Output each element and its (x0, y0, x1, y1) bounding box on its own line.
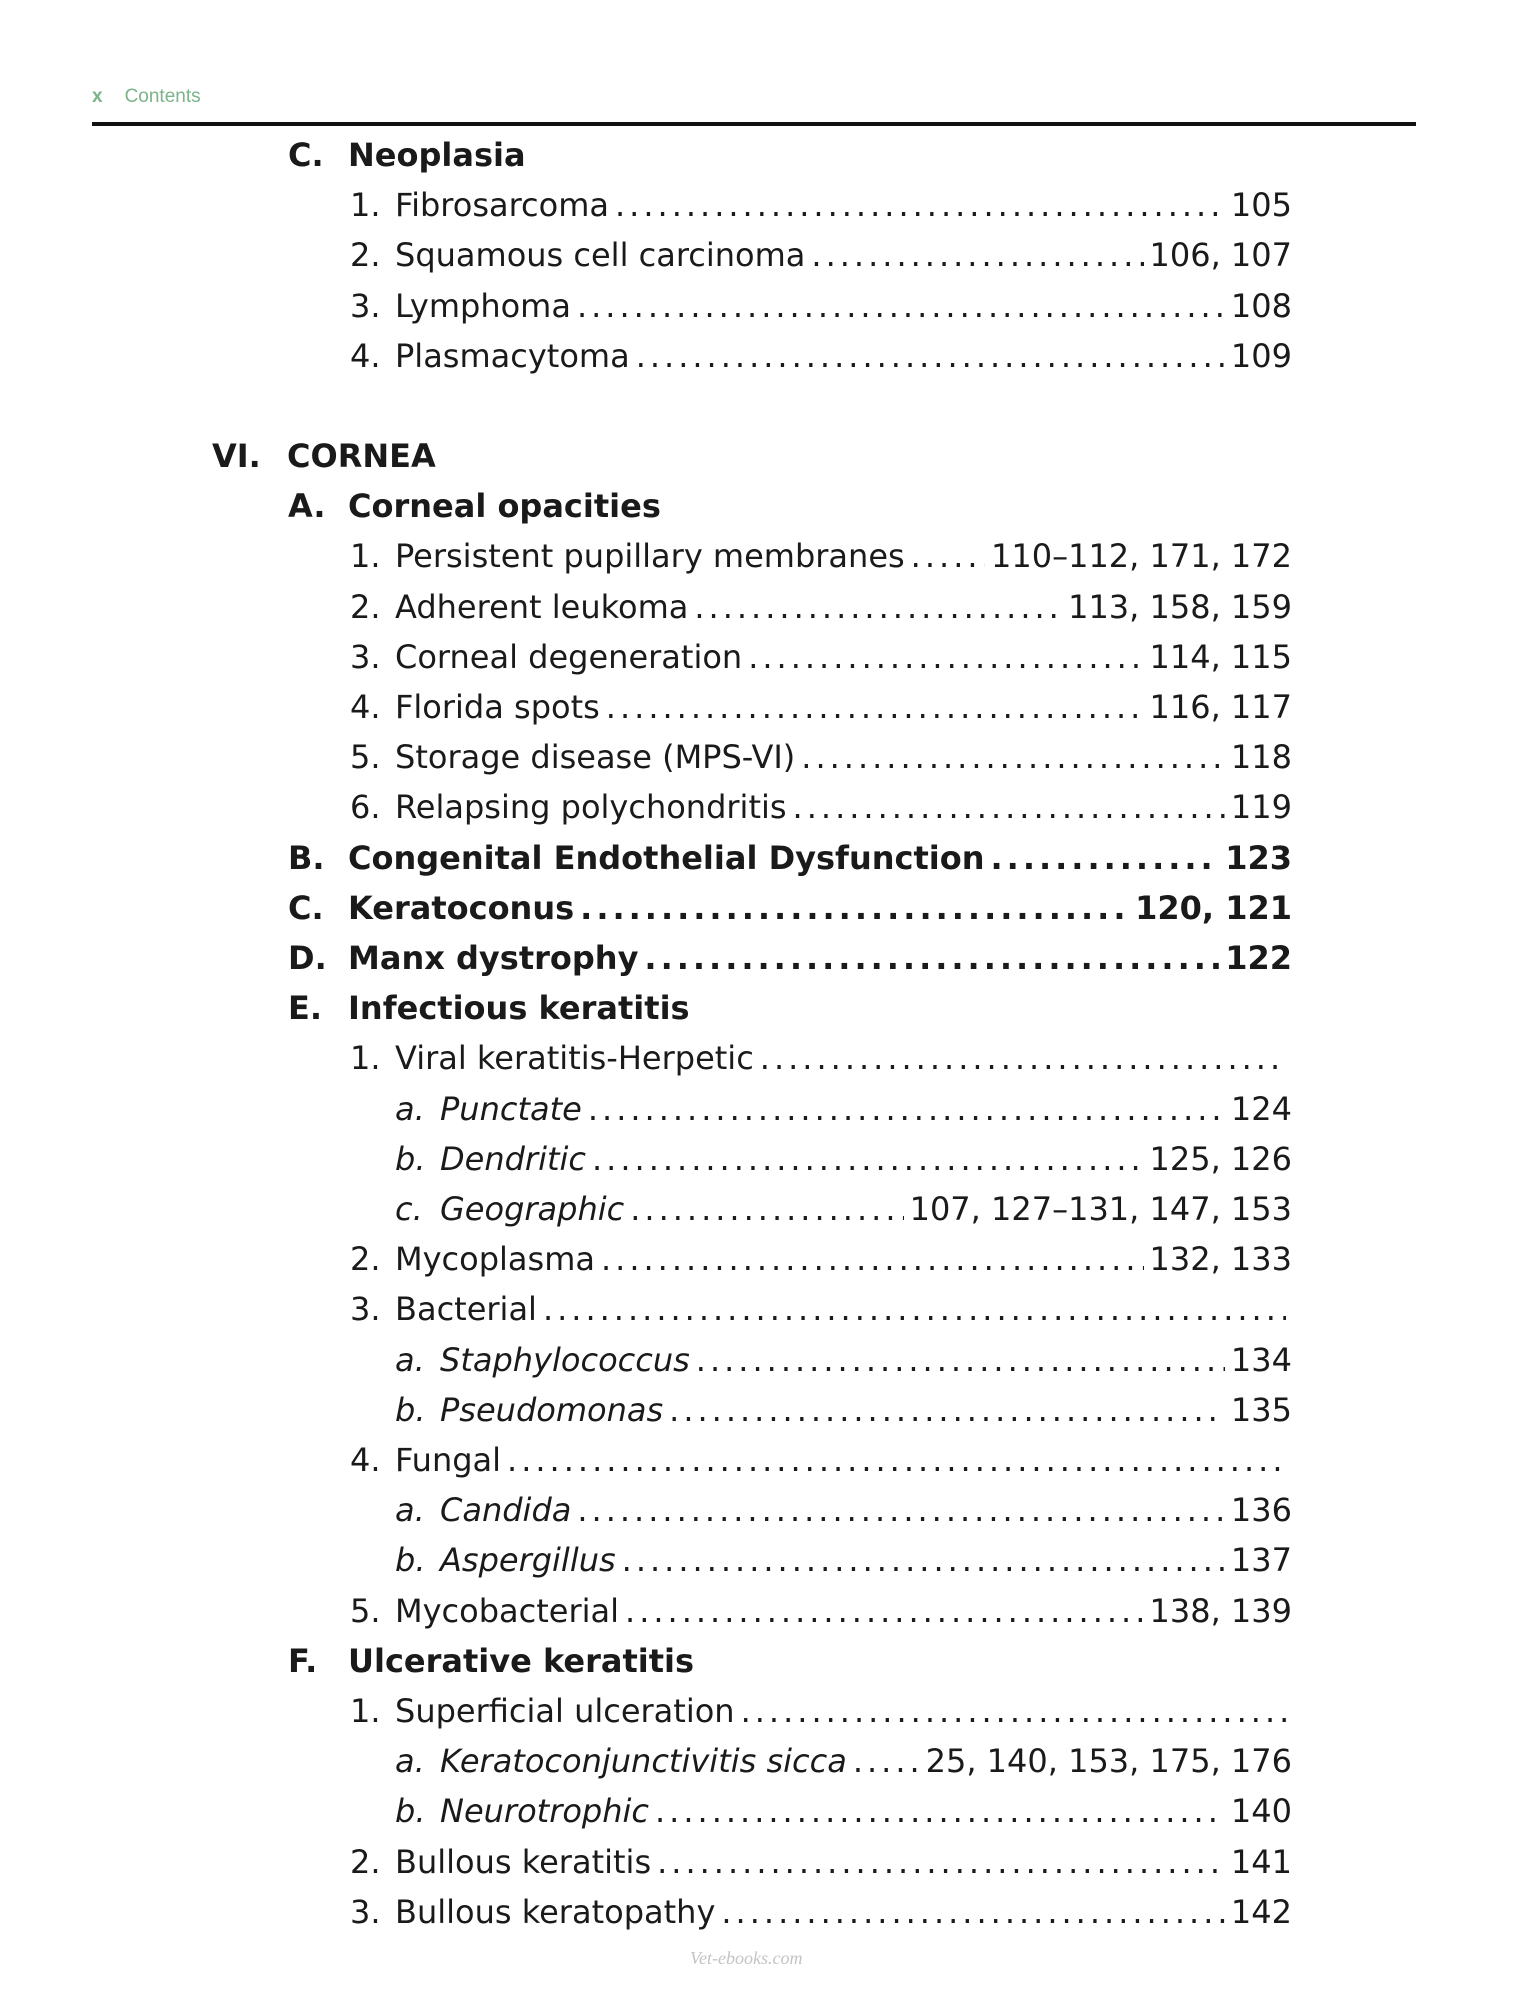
dot-leader (636, 331, 1225, 381)
toc-entry (288, 983, 1292, 1033)
toc-entry-title: Relapsing polychondritis (395, 788, 787, 827)
toc-entry (350, 1234, 1292, 1284)
toc-entry-title: Candida (440, 1491, 572, 1530)
toc-entry (288, 933, 1292, 983)
toc-entry-title: Florida spots (395, 688, 600, 726)
toc-entry (350, 1284, 1292, 1334)
toc-entry-pages: 25, 140, 153, 175, 176 (925, 1742, 1292, 1781)
toc-entry-title: Keratoconjunctivitis sicca (440, 1742, 847, 1781)
toc-entry-title: Persistent pupillary membranes (395, 537, 905, 576)
toc-entry-pages: 119 (1230, 788, 1292, 827)
dot-leader (543, 1284, 1286, 1334)
toc-entry-pages: 120, 121 (1135, 888, 1292, 927)
toc-entry-pages: 134 (1230, 1340, 1292, 1379)
toc-entry-number: A. (288, 487, 326, 526)
toc-entry-number: 2. (350, 236, 381, 275)
toc-entry-number: 1. (350, 186, 381, 225)
toc-entry (350, 331, 1292, 381)
dot-leader (588, 1084, 1225, 1134)
toc-entry-number: 1. (350, 1692, 381, 1730)
toc-entry-number: 3. (350, 637, 381, 676)
toc-entry-pages: 138, 139 (1149, 1591, 1292, 1630)
toc-entry-title: Mycoplasma (395, 1240, 595, 1279)
toc-entry-number: a. (395, 1742, 425, 1781)
header-rule (92, 122, 1416, 126)
toc-entry-number: 2. (350, 1842, 381, 1881)
toc-entry (350, 180, 1292, 230)
toc-entry-number: a. (395, 1340, 425, 1379)
dot-leader (622, 1535, 1225, 1585)
toc-entry (288, 833, 1292, 883)
toc-entry-pages: 142 (1230, 1892, 1292, 1931)
toc-entry-pages: 136 (1230, 1491, 1292, 1530)
toc-entry-number: c. (395, 1190, 423, 1228)
dot-leader (625, 1586, 1143, 1636)
running-head-title: Contents (124, 86, 201, 107)
toc-entry-title: Corneal degeneration (395, 637, 743, 676)
toc-entry-number: 5. (350, 738, 381, 777)
toc-entry-pages: 108 (1230, 286, 1292, 325)
toc-entry-number: 2. (350, 587, 381, 626)
toc-entry-pages: 125, 126 (1149, 1139, 1292, 1178)
running-head (92, 86, 201, 108)
toc-entry (395, 1385, 1292, 1435)
toc-entry-pages: 132, 133 (1149, 1240, 1292, 1279)
toc-entry-number: 2. (350, 1240, 381, 1279)
toc-entry-pages: 122 (1225, 939, 1292, 977)
toc-entry-pages: 114, 115 (1149, 637, 1292, 676)
toc-entry-pages: 124 (1230, 1089, 1292, 1128)
toc-entry-pages: 141 (1230, 1842, 1292, 1881)
toc-entry-number: D. (288, 939, 327, 977)
dot-leader (741, 1686, 1286, 1736)
toc-entry-title: Bullous keratopathy (395, 1892, 716, 1931)
dot-leader (577, 281, 1225, 331)
toc-entry-pages: 116, 117 (1149, 688, 1292, 726)
toc-entry-number: 4. (350, 336, 381, 375)
toc-entry-title: Staphylococcus (440, 1340, 690, 1379)
toc-entry-number: 6. (350, 788, 381, 827)
dot-leader (580, 883, 1129, 933)
toc-entry (350, 1686, 1292, 1736)
toc-entry-title: Keratoconus (348, 888, 575, 927)
toc-entry (350, 531, 1292, 581)
dot-leader (991, 833, 1220, 883)
toc-entry (350, 782, 1292, 832)
toc-entry (395, 1736, 1292, 1786)
toc-entry-number: 4. (350, 1441, 381, 1479)
toc-entry (395, 1535, 1292, 1585)
toc-entry-number: VI. (212, 437, 261, 475)
toc-entry (212, 431, 1292, 481)
dot-leader (630, 1184, 903, 1234)
toc-entry-title: Corneal opacities (348, 487, 661, 526)
toc-entry-pages: 107, 127–131, 147, 153 (909, 1190, 1292, 1228)
toc-entry-title: Ulcerative keratitis (348, 1641, 695, 1680)
toc-entry (288, 1636, 1292, 1686)
toc-entry (288, 130, 1292, 180)
toc-entry (350, 1837, 1292, 1887)
dot-leader (801, 732, 1225, 782)
toc-entry (395, 1084, 1292, 1134)
toc-entry-pages: 140 (1230, 1792, 1292, 1831)
toc-entry-title: Geographic (440, 1190, 625, 1228)
toc-entry-number: 3. (350, 286, 381, 325)
toc-entry (395, 1485, 1292, 1535)
toc-entry-number: b. (395, 1792, 426, 1831)
toc-entry (350, 1586, 1292, 1636)
toc-entry-number: 1. (350, 1039, 381, 1078)
toc-entry (350, 1435, 1292, 1485)
toc-entry-number: b. (395, 1390, 426, 1429)
toc-entry-number: 3. (350, 1892, 381, 1931)
dot-leader (748, 632, 1143, 682)
toc-entry-pages: 109 (1230, 336, 1292, 375)
toc-entry-pages: 106, 107 (1149, 236, 1292, 275)
toc-entry-pages: 137 (1230, 1541, 1292, 1580)
dot-leader (721, 1887, 1225, 1937)
toc-entry-number: C. (288, 136, 324, 174)
page-folio: x (92, 86, 103, 107)
toc-entry-title: Viral keratitis-Herpetic (395, 1039, 754, 1078)
toc-entry (350, 682, 1292, 732)
toc-entry (395, 1184, 1292, 1234)
dot-leader (644, 933, 1219, 983)
dot-leader (760, 1033, 1286, 1083)
toc-entry (288, 883, 1292, 933)
toc-entry-title: Congenital Endothelial Dysfunction (348, 838, 985, 877)
toc-entry-pages: 110–112, 171, 172 (991, 537, 1292, 576)
toc-entry-title: Plasmacytoma (395, 336, 630, 375)
toc-entry-title: Neoplasia (348, 136, 526, 174)
toc-entry (395, 1786, 1292, 1836)
dot-leader (793, 782, 1225, 832)
dot-leader (601, 1234, 1144, 1284)
toc-entry-title: Lymphoma (395, 286, 571, 325)
toc-entry-number: B. (288, 838, 325, 877)
toc-entry-title: Pseudomonas (440, 1390, 664, 1429)
dot-leader (694, 582, 1062, 632)
toc-entry-number: b. (395, 1139, 426, 1178)
toc-entry-number: F. (288, 1641, 318, 1680)
toc-entry-title: Bullous keratitis (395, 1842, 652, 1881)
dot-leader (811, 230, 1143, 280)
toc-entry-title: Mycobacterial (395, 1591, 620, 1630)
toc-entry (288, 481, 1292, 531)
toc-entry-title: Superficial ulceration (395, 1692, 735, 1730)
dot-leader (507, 1435, 1286, 1485)
dot-leader (696, 1335, 1225, 1385)
toc-entry-title: Squamous cell carcinoma (395, 236, 806, 275)
toc-entry-title: Aspergillus (440, 1541, 616, 1580)
toc-entry-title: Manx dystrophy (348, 939, 639, 977)
toc-entry-title: Neurotrophic (440, 1792, 649, 1831)
toc-entry-number: 1. (350, 537, 381, 576)
dot-leader (577, 1485, 1225, 1535)
toc-entry (350, 281, 1292, 331)
dot-leader (669, 1385, 1225, 1435)
toc-entry-title: Punctate (440, 1089, 582, 1128)
dot-leader (853, 1736, 920, 1786)
toc-entry-title: Dendritic (440, 1139, 586, 1178)
toc-entry-pages: 135 (1230, 1390, 1292, 1429)
toc-entry-title: Fibrosarcoma (395, 186, 609, 225)
dot-leader (592, 1134, 1144, 1184)
toc-entry-number: a. (395, 1089, 425, 1128)
toc-entry (350, 582, 1292, 632)
toc-entry (350, 1033, 1292, 1083)
dot-leader (657, 1837, 1225, 1887)
toc-entry-number: C. (288, 888, 324, 927)
toc-entry-title: CORNEA (287, 437, 436, 475)
toc-entry-number: 5. (350, 1591, 381, 1630)
toc-entry-number: 4. (350, 688, 381, 726)
toc-entry (350, 732, 1292, 782)
toc-entry-title: Adherent leukoma (395, 587, 689, 626)
toc-entry-number: 3. (350, 1290, 381, 1329)
toc-entry-number: a. (395, 1491, 425, 1530)
toc-entry (350, 230, 1292, 280)
toc-entry-title: Bacterial (395, 1290, 537, 1329)
toc-entry-pages: 105 (1230, 186, 1292, 225)
toc-entry-title: Storage disease (MPS-VI) (395, 738, 796, 777)
toc-entry-title: Infectious keratitis (348, 989, 690, 1028)
toc-entry (395, 1134, 1292, 1184)
toc-entry-pages: 118 (1230, 738, 1292, 777)
dot-leader (606, 682, 1144, 732)
toc-entry-number: b. (395, 1541, 426, 1580)
toc-entry-pages: 113, 158, 159 (1068, 587, 1292, 626)
toc-entry-title: Fungal (395, 1441, 502, 1479)
toc-entry (395, 1335, 1292, 1385)
toc-entry-number: E. (288, 989, 323, 1028)
toc-entry (350, 1887, 1292, 1937)
dot-leader (615, 180, 1225, 230)
toc-entry-pages: 123 (1225, 838, 1292, 877)
toc-entry (350, 632, 1292, 682)
dot-leader (655, 1786, 1225, 1836)
dot-leader (911, 531, 985, 581)
watermark: Vet-ebooks.com (690, 1948, 803, 1968)
